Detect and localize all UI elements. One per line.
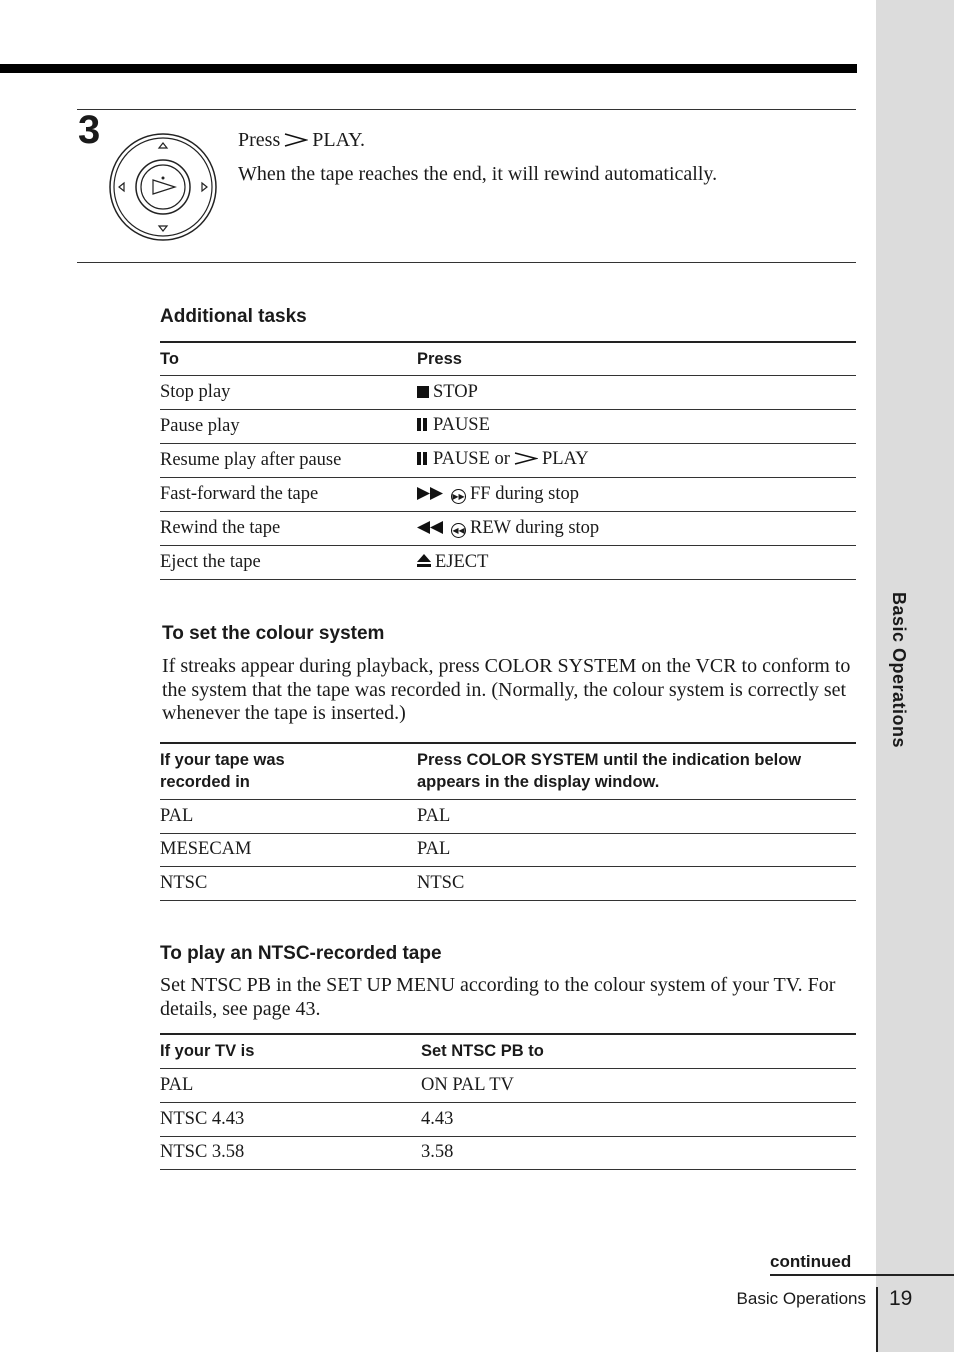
- display-indication-cell: PAL: [417, 839, 451, 859]
- step-description: When the tape reaches the end, it will rewind automatically.: [238, 163, 718, 185]
- table-header-row: [160, 342, 856, 375]
- remote-control-pad-icon: [108, 132, 218, 242]
- pause-icon: [417, 416, 429, 437]
- additional-tasks-table: [160, 341, 856, 580]
- table-row: [160, 1102, 856, 1136]
- task-cell: Pause play: [160, 415, 240, 436]
- table-row: [160, 375, 856, 409]
- table-row: [160, 409, 856, 443]
- task-cell: Stop play: [160, 381, 231, 402]
- press-label: FF during stop: [470, 483, 579, 504]
- tape-system-cell: PAL: [160, 805, 194, 826]
- table-row: [160, 443, 856, 477]
- tape-system-cell: NTSC: [160, 872, 208, 893]
- table-row: [160, 1136, 856, 1169]
- press-label: PAUSE: [433, 415, 490, 435]
- colour-system-table: [160, 742, 856, 901]
- table-header-row: [160, 743, 856, 799]
- colour-system-heading: To set the colour system: [162, 623, 385, 644]
- table-row: [160, 866, 856, 900]
- column-header: Press: [417, 349, 462, 368]
- rewind-circle-icon: ◀◀: [451, 523, 466, 538]
- press-cell: [417, 443, 856, 477]
- table-row: [160, 799, 856, 833]
- top-rule-bar: [0, 64, 857, 73]
- task-cell: Resume play after pause: [160, 449, 342, 470]
- table-row: [160, 477, 856, 511]
- fast-forward-circle-icon: ▶▶: [451, 489, 466, 504]
- press-label: STOP: [433, 381, 478, 402]
- ntsc-table: [160, 1033, 856, 1170]
- additional-tasks-heading: Additional tasks: [160, 306, 307, 327]
- ntsc-paragraph: Set NTSC PB in the SET UP MENU according to the colour system of your TV. For details, see page 43.: [160, 974, 836, 1020]
- column-header: If your TV is: [160, 1042, 255, 1061]
- side-tab-label: Basic Operations: [889, 592, 909, 749]
- press-label: PLAY: [541, 449, 589, 469]
- ntsc-pb-setting-cell: 4.43: [421, 1108, 454, 1129]
- play-icon: [514, 451, 538, 466]
- pause-icon: [417, 450, 429, 471]
- footer-divider: [876, 1287, 878, 1352]
- task-cell: Fast-forward the tape: [160, 483, 319, 504]
- press-label: REW during stop: [470, 517, 600, 538]
- ntsc-pb-setting-cell: 3.58: [421, 1142, 454, 1162]
- task-cell: Rewind the tape: [160, 517, 281, 538]
- eject-icon: [417, 554, 431, 568]
- tv-system-cell: NTSC 3.58: [160, 1142, 245, 1162]
- press-cell: [417, 477, 856, 511]
- press-cell: [417, 409, 856, 443]
- table-row: [160, 833, 856, 866]
- table-row: [160, 511, 856, 545]
- rewind-icon: [417, 521, 447, 534]
- press-cell: [417, 545, 856, 579]
- continued-label: continued: [770, 1252, 852, 1271]
- stop-icon: [417, 386, 429, 398]
- page-number: 19: [889, 1287, 913, 1310]
- display-indication-cell: NTSC: [417, 872, 465, 893]
- colour-system-paragraph: If streaks appear during playback, press COLOR SYSTEM on the VCR to conform to the system that the tape was recorded in. (Normally, the colour system is correctly set whenever the tape is inserted.): [162, 655, 851, 724]
- column-header: Set NTSC PB to: [421, 1042, 544, 1061]
- tape-system-cell: MESECAM: [160, 839, 252, 859]
- fast-forward-icon: [417, 487, 447, 500]
- display-indication-cell: PAL: [417, 805, 451, 826]
- column-header: To: [160, 349, 179, 368]
- table-row: [160, 1068, 856, 1102]
- step-top-rule: [77, 109, 856, 110]
- ntsc-pb-setting-cell: ON PAL TV: [421, 1074, 514, 1095]
- tv-system-cell: PAL: [160, 1074, 194, 1095]
- footer-section-title: Basic Operations: [736, 1289, 866, 1308]
- table-header-row: [160, 1034, 856, 1068]
- ntsc-heading: To play an NTSC-recorded tape: [160, 943, 442, 964]
- press-label: EJECT: [435, 551, 489, 572]
- step-bottom-rule: [77, 262, 856, 263]
- step-press-label: Press: [238, 129, 281, 151]
- play-icon: [284, 132, 308, 148]
- table-row: [160, 545, 856, 579]
- step-number: 3: [78, 108, 101, 152]
- step-play-label: PLAY.: [312, 129, 366, 151]
- column-header: If your tape was recorded in: [160, 751, 285, 792]
- task-cell: Eject the tape: [160, 551, 261, 572]
- press-label: PAUSE or: [433, 449, 510, 469]
- press-cell: [417, 511, 856, 545]
- column-header: Press COLOR SYSTEM until the indication below appears in the display window.: [417, 751, 802, 792]
- footer-rule: [770, 1274, 954, 1276]
- step-instruction: [238, 128, 365, 152]
- tv-system-cell: NTSC 4.43: [160, 1108, 245, 1129]
- press-cell: [417, 375, 856, 409]
